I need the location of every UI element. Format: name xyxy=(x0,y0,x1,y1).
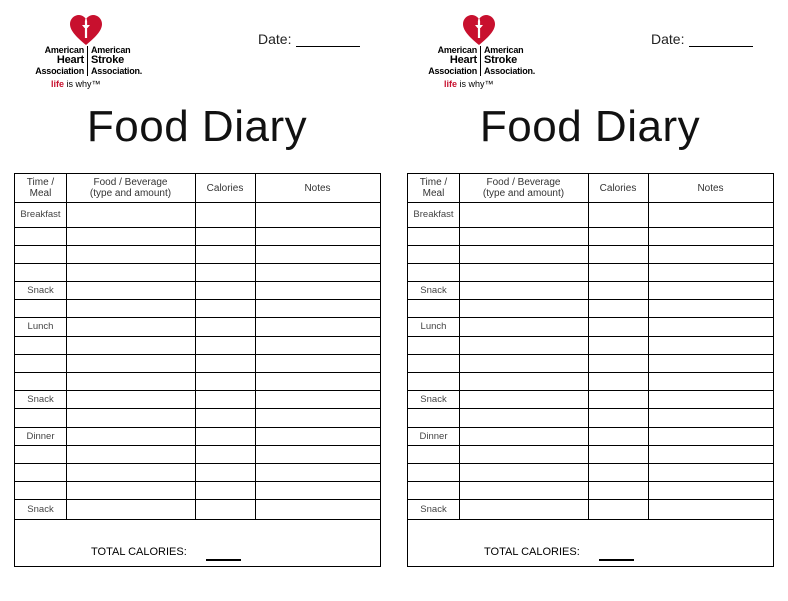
row-divider xyxy=(408,317,773,318)
row-divider xyxy=(15,445,380,446)
meal-label-snack: Snack xyxy=(420,394,447,405)
logo-divider xyxy=(87,46,88,76)
meal-label-lunch: Lunch xyxy=(27,321,54,332)
row-divider xyxy=(408,227,773,228)
row-divider xyxy=(15,202,380,203)
column-divider xyxy=(459,174,460,519)
total-calories-label: TOTAL CALORIES: xyxy=(91,546,187,558)
logo-stroke-association-text: American Stroke Association. xyxy=(91,45,143,76)
row-divider xyxy=(15,519,380,520)
row-divider xyxy=(408,463,773,464)
aha-logo xyxy=(417,14,547,96)
row-divider xyxy=(15,427,380,428)
meal-label-dinner: Dinner xyxy=(26,431,55,442)
column-divider xyxy=(195,174,196,519)
meal-label-snack: Snack xyxy=(27,504,54,515)
row-divider xyxy=(15,299,380,300)
logo-divider xyxy=(480,46,481,76)
total-calories-label: TOTAL CALORIES: xyxy=(484,546,580,558)
heart-torch-icon xyxy=(69,14,103,46)
row-divider xyxy=(15,390,380,391)
row-divider xyxy=(15,372,380,373)
meal-label-breakfast: Breakfast xyxy=(20,209,61,220)
header-calories: Calories xyxy=(599,182,637,194)
row-divider xyxy=(408,499,773,500)
meal-label-snack: Snack xyxy=(420,285,447,296)
row-divider xyxy=(408,445,773,446)
row-divider xyxy=(15,245,380,246)
row-divider xyxy=(15,354,380,355)
header-calories: Calories xyxy=(206,182,244,194)
logo-tagline: life is why™ xyxy=(444,79,494,89)
row-divider xyxy=(15,227,380,228)
date-field-line[interactable] xyxy=(296,46,360,47)
meal-label-snack: Snack xyxy=(420,504,447,515)
row-divider xyxy=(15,281,380,282)
date-field-line[interactable] xyxy=(689,46,753,47)
logo-heart-association-text: American Heart Association xyxy=(35,45,84,76)
date-label: Date: xyxy=(651,31,685,47)
meal-label-snack: Snack xyxy=(27,285,54,296)
date-label: Date: xyxy=(258,31,292,47)
food-diary-table xyxy=(14,173,381,567)
meal-label-lunch: Lunch xyxy=(420,321,447,332)
header-food-beverage: Food / Beverage (type and amount) xyxy=(89,177,172,199)
row-divider xyxy=(408,519,773,520)
row-divider xyxy=(15,317,380,318)
row-divider xyxy=(408,263,773,264)
column-divider xyxy=(255,174,256,519)
row-divider xyxy=(408,481,773,482)
meal-label-breakfast: Breakfast xyxy=(413,209,454,220)
row-divider xyxy=(408,390,773,391)
total-calories-field[interactable] xyxy=(599,559,634,561)
row-divider xyxy=(15,499,380,500)
row-divider xyxy=(408,427,773,428)
row-divider xyxy=(15,481,380,482)
header-food-beverage: Food / Beverage (type and amount) xyxy=(482,177,565,199)
total-calories-field[interactable] xyxy=(206,559,241,561)
food-diary-table xyxy=(407,173,774,567)
meal-label-snack: Snack xyxy=(27,394,54,405)
row-divider xyxy=(15,263,380,264)
row-divider xyxy=(408,299,773,300)
logo-tagline: life is why™ xyxy=(51,79,101,89)
column-divider xyxy=(66,174,67,519)
column-divider xyxy=(648,174,649,519)
row-divider xyxy=(15,463,380,464)
meal-label-dinner: Dinner xyxy=(419,431,448,442)
row-divider xyxy=(15,408,380,409)
page-title: Food Diary xyxy=(479,102,701,151)
header-notes: Notes xyxy=(697,182,724,194)
row-divider xyxy=(408,408,773,409)
row-divider xyxy=(408,354,773,355)
row-divider xyxy=(408,202,773,203)
logo-heart-association-text: American Heart Association xyxy=(428,45,477,76)
row-divider xyxy=(408,336,773,337)
header-time-meal: Time / Meal xyxy=(419,177,448,199)
row-divider xyxy=(408,281,773,282)
row-divider xyxy=(408,245,773,246)
header-time-meal: Time / Meal xyxy=(26,177,55,199)
logo-stroke-association-text: American Stroke Association. xyxy=(484,45,536,76)
column-divider xyxy=(588,174,589,519)
page-title: Food Diary xyxy=(86,102,308,151)
aha-logo xyxy=(24,14,154,96)
header-notes: Notes xyxy=(304,182,331,194)
row-divider xyxy=(15,336,380,337)
food-diary-sheet-right xyxy=(393,0,787,601)
heart-torch-icon xyxy=(462,14,496,46)
row-divider xyxy=(408,372,773,373)
